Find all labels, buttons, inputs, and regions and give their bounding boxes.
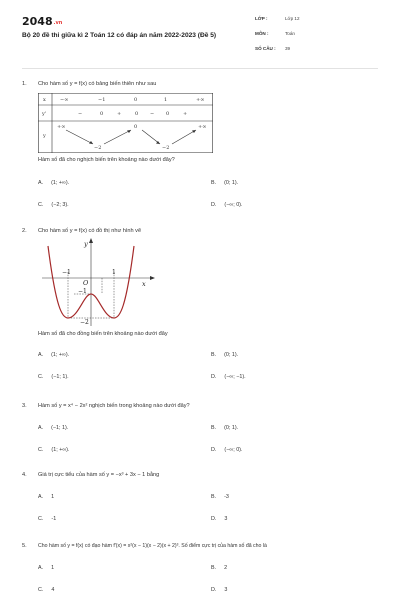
graph-origin: O (83, 279, 89, 287)
question-number: 1. (22, 81, 27, 87)
option-label: B. (211, 565, 217, 571)
option-text: 4 (51, 587, 55, 593)
option-text: 3 (224, 516, 228, 522)
option-d[interactable] (211, 516, 227, 522)
option-a[interactable] (38, 352, 69, 358)
option-text: (1; +∞). (51, 180, 70, 186)
table-x-value: +∞ (196, 97, 205, 103)
question-text: Giá trị cực tiểu của hàm số y = −x³ + 3x − 1 bằng (38, 472, 160, 478)
option-c[interactable] (38, 447, 69, 453)
meta-value: 39 (285, 46, 291, 51)
option-label: D. (211, 374, 217, 380)
site-logo[interactable] (22, 15, 62, 28)
option-label: A. (38, 425, 44, 431)
option-text: (1; +∞). (51, 447, 70, 453)
question-text: Cho hàm số y = f(x) có đồ thị như hình vẽ (38, 228, 142, 234)
option-label: C. (38, 587, 44, 593)
option-c[interactable] (38, 202, 69, 208)
question-prompt: Hàm số đã cho nghịch biến trên khoảng nào dưới đây? (38, 157, 175, 163)
question-number: 4. (22, 472, 27, 478)
variation-table (38, 93, 213, 153)
question-number: 5. (22, 543, 27, 549)
meta-key: LỚP : (255, 16, 268, 21)
question-2 (22, 228, 382, 238)
table-y-value: +∞ (57, 124, 66, 130)
option-b[interactable] (211, 352, 238, 358)
table-sign: + (117, 111, 122, 117)
option-text: (−∞; 0). (224, 447, 243, 453)
meta-class (255, 16, 300, 21)
option-b[interactable] (211, 425, 238, 431)
option-label: C. (38, 447, 44, 453)
table-x-value: 1 (164, 97, 168, 103)
option-text: (−1; 1). (51, 374, 69, 380)
option-label: A. (38, 565, 44, 571)
option-label: D. (211, 516, 217, 522)
option-a[interactable] (38, 494, 54, 500)
graph-tick-x-pos1: 1 (112, 269, 116, 276)
option-text: 2 (224, 565, 228, 571)
table-sign: − (150, 111, 155, 117)
question-text: Hàm số y = x⁴ − 2x² nghịch biến trong khoảng nào dưới đây? (38, 403, 190, 409)
option-text: 3 (224, 587, 228, 593)
header-divider (22, 68, 378, 69)
table-sign: − (78, 111, 83, 117)
meta-question-count (255, 46, 290, 51)
logo-text: 2048 (22, 15, 53, 28)
question-prompt: Hàm số đã cho đồng biến trên khoảng nào dưới đây (38, 331, 168, 337)
option-d[interactable] (211, 374, 246, 380)
question-text: Cho hàm số y = f(x) có bảng biến thiên như sau (38, 81, 157, 87)
option-label: C. (38, 516, 44, 522)
logo-suffix: .vn (53, 20, 63, 26)
table-y-value: −2 (162, 145, 170, 151)
table-x-value: 0 (134, 97, 138, 103)
question-3 (22, 403, 382, 413)
option-b[interactable] (211, 180, 238, 186)
option-text: (−∞; −1). (224, 374, 246, 380)
option-text: (0; 1). (224, 425, 239, 431)
option-label: B. (211, 425, 217, 431)
question-text: Cho hàm số y = f(x) có đạo hàm f′(x) = x²(x − 1)(x − 2)(x + 2)³. Số điểm cực trị của hàm số đã cho là (38, 543, 267, 549)
option-label: C. (38, 202, 44, 208)
option-label: C. (38, 374, 44, 380)
table-y-value: +∞ (198, 124, 207, 130)
option-a[interactable] (38, 565, 54, 571)
question-number: 2. (22, 228, 27, 234)
option-text: (1; +∞). (51, 352, 70, 358)
option-label: A. (38, 352, 44, 358)
table-sign: 0 (166, 111, 170, 117)
table-sign: 0 (135, 111, 139, 117)
option-label: A. (38, 494, 44, 500)
option-c[interactable] (38, 587, 54, 593)
option-d[interactable] (211, 587, 227, 593)
meta-key: MÔN : (255, 31, 269, 36)
option-c[interactable] (38, 516, 56, 522)
question-5 (22, 543, 382, 553)
option-c[interactable] (38, 374, 69, 380)
meta-value: Lớp 12 (285, 16, 300, 21)
graph-y-label: y (84, 240, 88, 248)
option-label: B. (211, 352, 217, 358)
option-label: B. (211, 180, 217, 186)
table-y-label: y (43, 133, 46, 139)
option-d[interactable] (211, 202, 242, 208)
question-number: 3. (22, 403, 27, 409)
option-text: 1 (51, 565, 55, 571)
meta-subject (255, 31, 295, 36)
option-text: (−2; 3). (51, 202, 69, 208)
option-label: D. (211, 447, 217, 453)
option-text: (−∞; 0). (224, 202, 243, 208)
graph-x-label: x (142, 280, 146, 288)
graph-tick-x-neg1: −1 (62, 269, 71, 276)
option-label: D. (211, 587, 217, 593)
graph-tick-y-neg1: −1 (78, 288, 87, 295)
meta-key: SỐ CÂU : (255, 46, 276, 51)
table-sign: 0 (100, 111, 104, 117)
option-b[interactable] (211, 565, 227, 571)
option-text: (0; 1). (224, 180, 239, 186)
option-d[interactable] (211, 447, 242, 453)
option-b[interactable] (211, 494, 229, 500)
option-text: -1 (51, 516, 57, 522)
option-text: 1 (51, 494, 55, 500)
option-a[interactable] (38, 425, 68, 431)
option-label: D. (211, 202, 217, 208)
option-label: A. (38, 180, 44, 186)
option-text: (0; 1). (224, 352, 239, 358)
function-graph (40, 238, 160, 328)
page-title: Bộ 20 đề thi giữa kì 2 Toán 12 có đáp án năm 2022-2023 (Đề 5) (22, 32, 217, 39)
option-label: B. (211, 494, 217, 500)
table-x-value: −∞ (60, 97, 69, 103)
meta-value: Toán (285, 31, 295, 36)
page-header (0, 0, 400, 64)
option-text: -3 (224, 494, 229, 500)
table-y-value: 0 (134, 124, 138, 130)
table-x-value: −1 (98, 97, 106, 103)
graph-tick-y-neg2: −2 (80, 319, 89, 326)
table-sign: + (183, 111, 188, 117)
table-yp-label: y' (42, 111, 47, 117)
option-a[interactable] (38, 180, 69, 186)
question-4 (22, 472, 382, 482)
option-text: (−1; 1). (51, 425, 69, 431)
table-x-label: x (43, 97, 46, 103)
table-y-value: −2 (94, 145, 102, 151)
